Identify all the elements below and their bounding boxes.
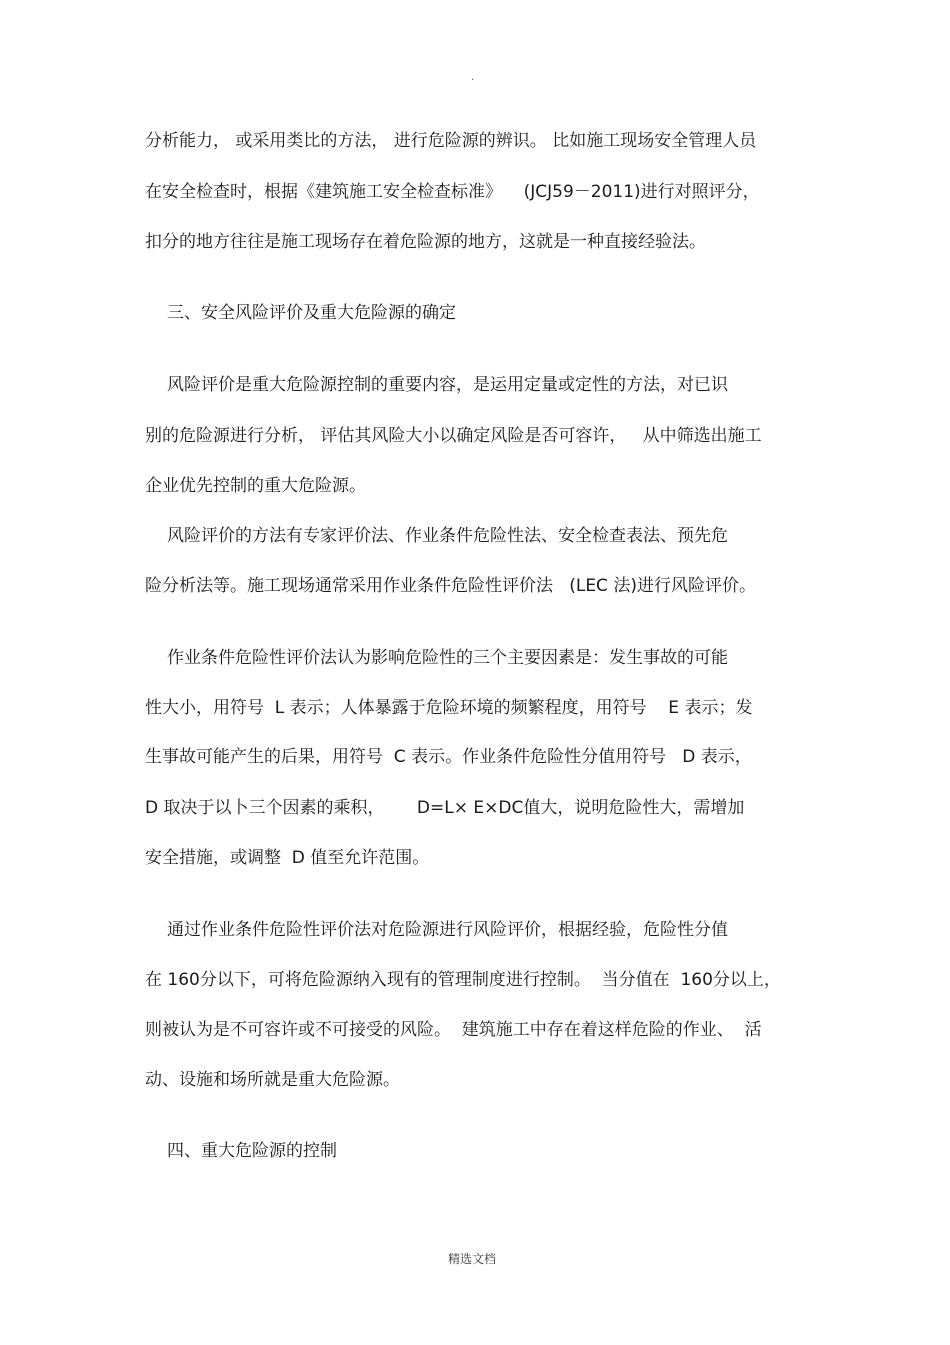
text-line: D 取决于以卜三个因素的乘积， D=L× E×DC值大，说明危险性大，需增加: [145, 798, 745, 818]
text-line: 扣分的地方往往是施工现场存在着危险源的地方，这就是一种直接经验法。: [145, 232, 706, 252]
text-line: 风险评价是重大危险源控制的重要内容，是运用定量或定性的方法，对已识: [167, 375, 728, 395]
text-line: 在 160分以下，可将危险源纳入现有的管理制度进行控制。 当分值在 160分以上，: [145, 970, 781, 990]
text-line: 安全措施，或调整 D 值至允许范围。: [145, 848, 430, 868]
text-line: 生事故可能产生的后果，用符号 C 表示。作业条件危险性分值用符号 D 表示，: [145, 747, 752, 767]
text-line: 作业条件危险性评价法认为影响危险性的三个主要因素是：发生事故的可能: [167, 648, 728, 668]
text-line: 分析能力， 或采用类比的方法， 进行危险源的辨识。 比如施工现场安全管理人员: [145, 131, 757, 151]
text-line: 通过作业条件危险性评价法对危险源进行风险评价，根据经验，危险性分值: [167, 920, 728, 940]
header-mark: .: [471, 72, 475, 83]
text-line: 风险评价的方法有专家评价法、作业条件危险性法、安全检查表法、预先危: [167, 526, 728, 546]
section-heading: 四、重大危险源的控制: [167, 1141, 337, 1161]
text-line: 在安全检查时，根据《建筑施工安全检查标准》 (JCJ59－2011)进行对照评分，: [145, 182, 760, 202]
text-line: 性大小，用符号 L 表示；人体暴露于危险环境的频繁程度，用符号 E 表示；发: [145, 698, 753, 718]
text-line: 动、设施和场所就是重大危险源。: [145, 1070, 400, 1090]
text-line: 则被认为是不可容许或不可接受的风险。 建筑施工中存在着这样危险的作业、 活: [145, 1020, 762, 1040]
text-line: 企业优先控制的重大危险源。: [145, 476, 366, 496]
text-line: 险分析法等。施工现场通常采用作业条件危险性评价法 (LEC 法)进行风险评价。: [145, 576, 756, 596]
footer-label: 精选文档: [448, 1252, 497, 1266]
text-line: 别的危险源进行分析， 评估其风险大小以确定风险是否可容许， 从中筛选出施工: [145, 426, 762, 446]
section-heading: 三、安全风险评价及重大危险源的确定: [167, 303, 456, 323]
